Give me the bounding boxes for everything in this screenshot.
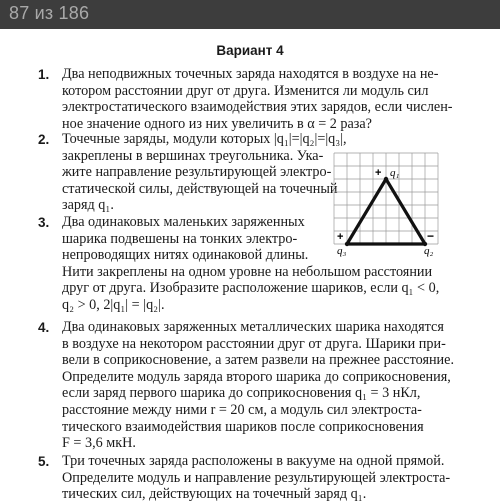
charge-q2-sign: − [427, 229, 435, 243]
charge-q3-label: q₃ [337, 245, 347, 257]
text-line: заряд q₁. [62, 197, 114, 214]
text-line: Два неподвижных точечных заряда находятся в воздухе на не- [62, 66, 439, 82]
text-line: F = 3,6 мкН. [62, 435, 136, 452]
charge-q1-point [384, 177, 388, 181]
grid [334, 153, 438, 244]
text-line: Точечные заряды, модули которых |q₁|=|q₂|=|q₃|, [62, 131, 347, 147]
text-line: q₂ > 0, 2|q₁| = |q₂|. [62, 296, 165, 313]
problem-number: 1. [38, 67, 50, 82]
variant-title: Вариант 4 [216, 43, 284, 58]
text-line: если заряд первого шарика до соприкосновения q₁ = 3 нКл, [62, 385, 421, 402]
text-line: тических сил, действующих на точечный заряд q₁. [62, 486, 367, 503]
text-line: шарика подвешены на тонких электро- [62, 230, 298, 247]
charge-q1-label: q₁ [390, 167, 400, 179]
text-line: Определите модуль и направление результирующей электроста- [62, 469, 451, 486]
problem-number: 5. [38, 454, 50, 469]
document-page [0, 29, 500, 503]
charge-q2-label: q₂ [424, 245, 434, 257]
text-line: Нити закреплены на одном уровне на небольшом расстоянии [62, 263, 433, 280]
text-line: электростатического взаимодействия этих зарядов, если числен- [62, 99, 453, 116]
problem-number: 2. [38, 132, 50, 147]
text-line: Три точечных заряда расположены в вакууме на одной прямой. [62, 453, 445, 469]
viewer-toolbar [0, 0, 500, 29]
page-counter: 87 из 186 [9, 3, 90, 23]
problem-number: 4. [38, 320, 50, 335]
text-line: жите направление результирующей электро- [62, 164, 332, 181]
charges-triangle-figure [330, 149, 442, 257]
text-line: в воздухе на некотором расстоянии друг от друга. Шарики при- [62, 335, 446, 352]
text-line: Определите модуль заряда второго шарика до соприкосновения, [62, 368, 451, 385]
problem-text [62, 453, 462, 503]
text-line: котором расстоянии друг от друга. Изменится ли модуль сил [62, 82, 429, 99]
charge-q1-sign: + [375, 167, 382, 179]
problem-text [62, 319, 462, 452]
problem-text [62, 66, 462, 132]
text-line: тического взаимодействия шариков после соприкосновения [62, 418, 424, 435]
text-line: статической силы, действующей на точечный [62, 180, 338, 197]
text-line: вели в соприкосновение, а затем развели на прежнее расстояние. [62, 352, 454, 369]
text-line: Два одинаковых заряженных металлических шарика находятся [62, 319, 444, 335]
problem-text [62, 131, 347, 214]
text-line: непроводящих нитях одинаковой длины. [62, 247, 309, 264]
text-line: Два одинаковых маленьких заряженных [62, 214, 305, 230]
problem-number: 3. [38, 215, 50, 230]
text-line: друг от друга. Изобразите расположение шариков, если q₁ < 0, [62, 280, 440, 297]
text-line: расстояние между ними r = 20 см, а модуль сил электроста- [62, 401, 422, 418]
text-line: ное значение одного из них увеличить в α = 2 раза? [62, 115, 372, 132]
charge-q3-sign: + [337, 231, 344, 243]
text-line: закреплены в вершинах треугольника. Ука- [62, 147, 324, 164]
